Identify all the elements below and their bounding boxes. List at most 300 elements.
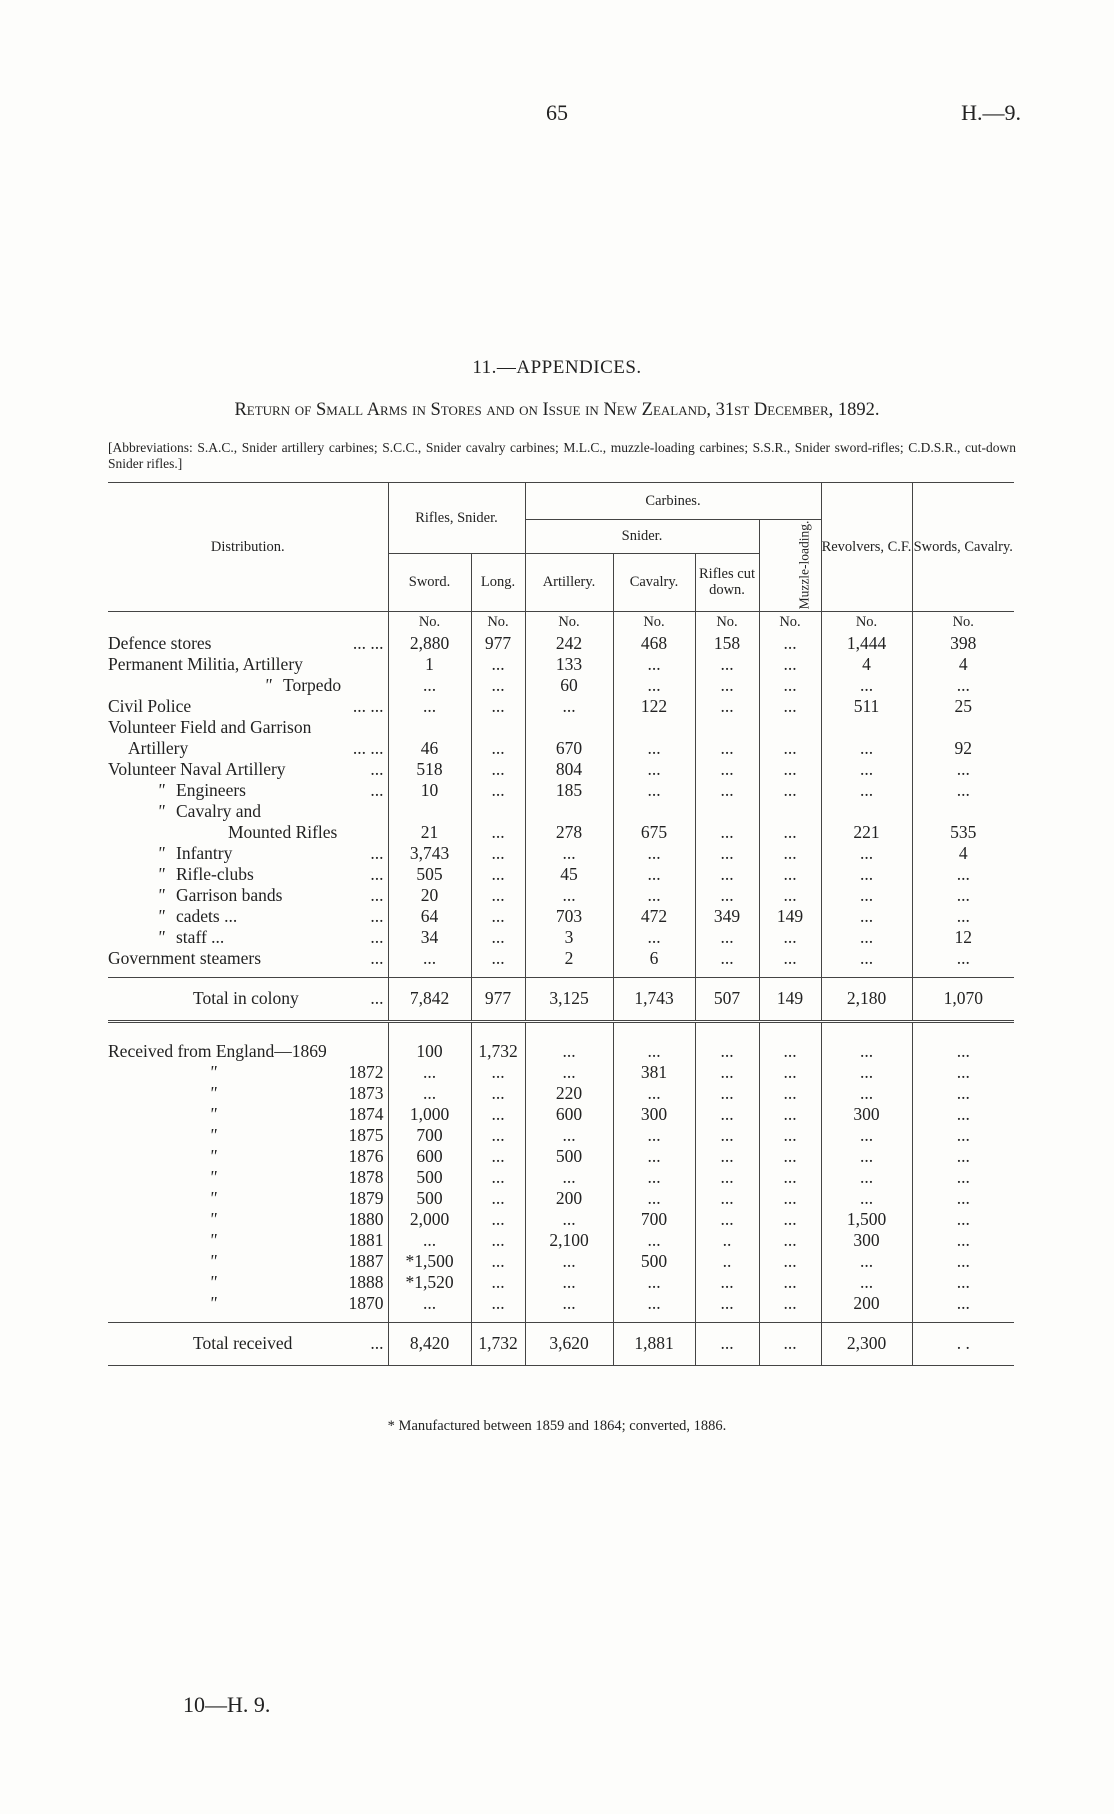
ditto-mark: " xyxy=(157,842,165,863)
table-cell: ... xyxy=(695,759,759,780)
table-cell: ... xyxy=(912,1293,1014,1314)
table-row xyxy=(108,801,1014,822)
row-label-text: cadets ... xyxy=(176,905,238,926)
header-long: Long. xyxy=(471,553,525,611)
row-label-text: Total received xyxy=(193,1333,293,1353)
table-row xyxy=(108,654,1014,675)
table-row xyxy=(108,1041,1014,1062)
table-cell: .. xyxy=(695,1230,759,1251)
table-cell: 60 xyxy=(525,675,613,696)
table-cell: 45 xyxy=(525,864,613,885)
table-cell: 2,880 xyxy=(388,633,471,654)
table-cell: ... xyxy=(471,948,525,969)
table-cell: ... xyxy=(912,1188,1014,1209)
table-cell: ... xyxy=(525,1125,613,1146)
leader-dots: ... ... xyxy=(352,695,384,716)
table-cell: 500 xyxy=(613,1251,695,1272)
table-cell: ... xyxy=(912,675,1014,696)
table-cell: ... xyxy=(821,759,912,780)
unit-label: No. xyxy=(471,612,525,633)
row-label-text: Mounted Rifles xyxy=(228,821,338,842)
table-row xyxy=(108,885,1014,906)
table-cell: ... xyxy=(471,927,525,948)
table-cell: ... xyxy=(912,906,1014,927)
table-cell: 10 xyxy=(388,780,471,801)
table-cell: ... xyxy=(471,759,525,780)
table-cell: 398 xyxy=(912,633,1014,654)
table-cell xyxy=(471,717,525,738)
table-cell: ... xyxy=(695,654,759,675)
table-cell: 21 xyxy=(388,822,471,843)
leader-dots: ... ... xyxy=(352,737,384,758)
table-cell: 700 xyxy=(613,1209,695,1230)
table-cell: ... xyxy=(759,1188,821,1209)
table-cell: ... xyxy=(695,843,759,864)
table-cell: 600 xyxy=(525,1104,613,1125)
unit-label: No. xyxy=(695,612,759,633)
table-cell: ... xyxy=(821,948,912,969)
row-year: 1873 xyxy=(348,1082,384,1103)
table-cell: ... xyxy=(613,885,695,906)
row-label-text: Torpedo xyxy=(283,674,342,695)
table-cell: ... xyxy=(912,1209,1014,1230)
row-label xyxy=(108,1272,388,1293)
table-cell: 518 xyxy=(388,759,471,780)
table-cell: ... xyxy=(759,1083,821,1104)
table-cell: ... xyxy=(525,1209,613,1230)
table-cell: 100 xyxy=(388,1041,471,1062)
row-year: 1880 xyxy=(348,1208,384,1229)
table-cell: ... xyxy=(912,1230,1014,1251)
row-label xyxy=(108,906,388,927)
table-cell xyxy=(613,801,695,822)
table-cell: ... xyxy=(613,780,695,801)
table-cell: 349 xyxy=(695,906,759,927)
table-cell: 220 xyxy=(525,1083,613,1104)
table-cell: 1,070 xyxy=(912,977,1014,1021)
table-cell: 1,732 xyxy=(471,1041,525,1062)
table-row xyxy=(108,948,1014,969)
table-cell: ... xyxy=(613,675,695,696)
ditto-mark: " xyxy=(209,1208,217,1229)
table-cell: 34 xyxy=(388,927,471,948)
table-cell: ... xyxy=(695,696,759,717)
table-cell: 221 xyxy=(821,822,912,843)
table-cell: 804 xyxy=(525,759,613,780)
table-cell: ... xyxy=(388,696,471,717)
table-cell: ... xyxy=(821,738,912,759)
row-label xyxy=(108,717,388,738)
row-label xyxy=(108,1251,388,1272)
table-cell xyxy=(912,717,1014,738)
table-cell: 64 xyxy=(388,906,471,927)
table-row xyxy=(108,1146,1014,1167)
page-number: 65 xyxy=(546,100,568,125)
unit-label: No. xyxy=(525,612,613,633)
table-row xyxy=(108,738,1014,759)
unit-label: No. xyxy=(912,612,1014,633)
table-cell: ... xyxy=(759,780,821,801)
ditto-mark: " xyxy=(209,1145,217,1166)
table-cell: ... xyxy=(471,1083,525,1104)
row-label xyxy=(108,759,388,780)
row-label xyxy=(108,1188,388,1209)
row-label-text: Government steamers xyxy=(108,947,262,968)
table-cell: 600 xyxy=(388,1146,471,1167)
table-cell: ... xyxy=(821,1041,912,1062)
ditto-mark: " xyxy=(209,1271,217,1292)
ditto-mark: " xyxy=(157,800,165,821)
table-cell: ... xyxy=(695,1104,759,1125)
table-cell: ... xyxy=(759,675,821,696)
table-cell: 3,743 xyxy=(388,843,471,864)
table-cell: ... xyxy=(912,1125,1014,1146)
ditto-mark: " xyxy=(209,1124,217,1145)
table-cell: 1,444 xyxy=(821,633,912,654)
table-cell: ... xyxy=(912,1062,1014,1083)
header-carbines: Carbines. xyxy=(525,483,821,519)
table-cell: 1,732 xyxy=(471,1322,525,1365)
table-cell: ... xyxy=(695,1272,759,1293)
table-cell: 500 xyxy=(388,1188,471,1209)
row-label xyxy=(108,738,388,759)
table-cell xyxy=(821,801,912,822)
table-cell: ... xyxy=(525,885,613,906)
table-cell: 278 xyxy=(525,822,613,843)
row-label xyxy=(108,1146,388,1167)
table-cell: 300 xyxy=(821,1230,912,1251)
abbreviations-note: [Abbreviations: S.A.C., Snider artillery carbines; S.C.C., Snider cavalry carbines; M.L.C., muzzle-loading carbines; S.S.R., Snider sword-rifles; C.D.S.R., cut-down Snider rifles.] xyxy=(108,440,1016,471)
row-year: 1875 xyxy=(348,1124,384,1145)
table-cell: ... xyxy=(525,1062,613,1083)
row-label xyxy=(108,1062,388,1083)
table-cell: ... xyxy=(695,1083,759,1104)
table-cell: ... xyxy=(759,822,821,843)
table-cell: ... xyxy=(695,1188,759,1209)
total-in-colony-row xyxy=(108,977,1014,1021)
document-reference: H.—9. xyxy=(961,100,1021,125)
ditto-mark: " xyxy=(209,1166,217,1187)
table-cell: ... xyxy=(613,1083,695,1104)
table-cell: ... xyxy=(471,1293,525,1314)
row-label xyxy=(108,801,388,822)
row-year: 1878 xyxy=(348,1166,384,1187)
table-cell: 46 xyxy=(388,738,471,759)
table-cell xyxy=(759,801,821,822)
table-row xyxy=(108,1209,1014,1230)
table-cell: 300 xyxy=(821,1104,912,1125)
row-label-text: Garrison bands xyxy=(176,884,283,905)
table-cell: ... xyxy=(695,927,759,948)
table-cell: 1,000 xyxy=(388,1104,471,1125)
header-revolvers: Revolvers, C.F. xyxy=(821,483,912,611)
table-cell: ... xyxy=(912,1146,1014,1167)
table-cell: ... xyxy=(613,654,695,675)
table-cell: ... xyxy=(613,1146,695,1167)
header-sword: Sword. xyxy=(388,553,471,611)
row-year: 1881 xyxy=(348,1229,384,1250)
table-row xyxy=(108,675,1014,696)
ditto-mark: " xyxy=(157,926,165,947)
table-cell: ... xyxy=(759,654,821,675)
header-cavalry: Cavalry. xyxy=(613,553,695,611)
table-row xyxy=(108,1062,1014,1083)
table-row xyxy=(108,1251,1014,1272)
table-cell: 3,125 xyxy=(525,977,613,1021)
table-cell: ... xyxy=(525,1041,613,1062)
table-cell: 149 xyxy=(759,977,821,1021)
header-distribution: Distribution. xyxy=(210,538,285,555)
table-cell: 3,620 xyxy=(525,1322,613,1365)
table-cell: ... xyxy=(695,1125,759,1146)
row-label xyxy=(108,864,388,885)
table-cell: ... xyxy=(912,1041,1014,1062)
table-row xyxy=(108,1167,1014,1188)
table-cell xyxy=(525,801,613,822)
table-cell: ... xyxy=(471,780,525,801)
table-cell: ... xyxy=(471,822,525,843)
table-cell: 472 xyxy=(613,906,695,927)
table-cell: ... xyxy=(471,1272,525,1293)
table-cell: ... xyxy=(821,864,912,885)
table-row xyxy=(108,843,1014,864)
leader-dots: ... xyxy=(370,884,384,905)
row-label-text: Engineers xyxy=(176,779,246,800)
table-cell xyxy=(821,717,912,738)
unit-label: No. xyxy=(613,612,695,633)
table-cell xyxy=(613,717,695,738)
table-cell: 6 xyxy=(613,948,695,969)
table-cell: .. xyxy=(695,1251,759,1272)
table-cell: ... xyxy=(388,675,471,696)
table-cell: ... xyxy=(912,759,1014,780)
table-cell: ... xyxy=(471,675,525,696)
table-row xyxy=(108,1293,1014,1314)
table-cell: ... xyxy=(471,864,525,885)
row-label xyxy=(108,927,388,948)
table-cell: ... xyxy=(471,1209,525,1230)
table-cell: ... xyxy=(525,1293,613,1314)
table-cell: 2 xyxy=(525,948,613,969)
table-cell: ... xyxy=(821,843,912,864)
leader-dots: ... ... xyxy=(352,632,384,653)
table-row xyxy=(108,822,1014,843)
table-cell: 675 xyxy=(613,822,695,843)
table-cell: ... xyxy=(821,906,912,927)
table-cell: ... xyxy=(471,1125,525,1146)
table-cell: 122 xyxy=(613,696,695,717)
table-cell: ... xyxy=(695,780,759,801)
row-label xyxy=(108,822,388,843)
leader-dots: ... xyxy=(370,1333,384,1353)
table-cell: ... xyxy=(613,1188,695,1209)
table-cell: 468 xyxy=(613,633,695,654)
table-cell: ... xyxy=(695,738,759,759)
table-cell: 2,000 xyxy=(388,1209,471,1230)
table-cell: 2,180 xyxy=(821,977,912,1021)
table-cell: ... xyxy=(821,1167,912,1188)
leader-dots: ... xyxy=(370,988,384,1008)
table-cell: ... xyxy=(525,1251,613,1272)
table-cell: ... xyxy=(759,633,821,654)
table-row xyxy=(108,696,1014,717)
table-cell: ... xyxy=(695,1041,759,1062)
table-row xyxy=(108,1272,1014,1293)
table-cell: ... xyxy=(759,696,821,717)
table-cell: 1,500 xyxy=(821,1209,912,1230)
table-cell: ... xyxy=(471,1062,525,1083)
table-cell xyxy=(759,717,821,738)
table-cell: 7,842 xyxy=(388,977,471,1021)
table-cell: 2,100 xyxy=(525,1230,613,1251)
leader-dots: ... xyxy=(370,758,384,779)
table-cell: ... xyxy=(759,1322,821,1365)
table-cell: ... xyxy=(695,948,759,969)
table-cell: ... xyxy=(912,1104,1014,1125)
table-cell: ... xyxy=(471,1188,525,1209)
row-label-text: Permanent Militia, Artillery xyxy=(108,653,303,674)
table-row xyxy=(108,1125,1014,1146)
leader-dots: ... xyxy=(370,842,384,863)
header-rifles-cut-down: Rifles cut down. xyxy=(695,553,759,611)
table-cell: ... xyxy=(613,738,695,759)
row-label-text: Rifle-clubs xyxy=(176,863,254,884)
table-cell: ... xyxy=(912,864,1014,885)
header-muzzle-loading: Muzzle-loading. xyxy=(759,519,821,611)
table-cell: 158 xyxy=(695,633,759,654)
table-cell: 511 xyxy=(821,696,912,717)
table-cell: ... xyxy=(613,1167,695,1188)
table-cell: ... xyxy=(695,864,759,885)
table-cell: ... xyxy=(759,1146,821,1167)
table-cell: 2,300 xyxy=(821,1322,912,1365)
table-row xyxy=(108,759,1014,780)
table-cell: ... xyxy=(759,759,821,780)
table-cell: ... xyxy=(912,885,1014,906)
ditto-mark: " xyxy=(157,863,165,884)
row-label-text: Volunteer Field and Garrison xyxy=(108,716,312,737)
table-cell: ... xyxy=(471,696,525,717)
row-label-text: Total in colony xyxy=(193,988,299,1008)
table-cell: . . xyxy=(912,1322,1014,1365)
ditto-mark: " xyxy=(209,1103,217,1124)
row-year: 1872 xyxy=(348,1061,384,1082)
table-cell: 703 xyxy=(525,906,613,927)
row-year: 1874 xyxy=(348,1103,384,1124)
ditto-mark: " xyxy=(209,1292,217,1313)
table-cell: ... xyxy=(695,675,759,696)
table-cell: ... xyxy=(525,696,613,717)
table-cell: ... xyxy=(613,759,695,780)
table-cell: ... xyxy=(759,1209,821,1230)
row-label xyxy=(108,843,388,864)
ditto-mark: " xyxy=(157,905,165,926)
small-arms-table xyxy=(108,482,1014,1366)
table-cell: ... xyxy=(695,1146,759,1167)
row-label xyxy=(108,1041,388,1062)
table-cell: 149 xyxy=(759,906,821,927)
table-cell: ... xyxy=(525,1167,613,1188)
table-cell: ... xyxy=(759,927,821,948)
table-cell: ... xyxy=(613,864,695,885)
table-cell: ... xyxy=(388,1293,471,1314)
table-cell: ... xyxy=(759,1251,821,1272)
table-cell: ... xyxy=(471,1167,525,1188)
table-cell: 500 xyxy=(388,1167,471,1188)
row-label-text: Defence stores xyxy=(108,632,212,653)
row-label xyxy=(108,696,388,717)
header-swords-cavalry: Swords, Cavalry. xyxy=(912,483,1014,611)
table-row xyxy=(108,864,1014,885)
table-cell: ... xyxy=(759,1062,821,1083)
table-cell: ... xyxy=(912,1272,1014,1293)
row-label xyxy=(108,1209,388,1230)
table-cell: ... xyxy=(471,843,525,864)
table-cell: ... xyxy=(759,885,821,906)
table-cell: ... xyxy=(471,1251,525,1272)
table-cell: ... xyxy=(525,1272,613,1293)
table-row xyxy=(108,1083,1014,1104)
table-cell: ... xyxy=(912,780,1014,801)
table-cell: ... xyxy=(821,1188,912,1209)
table-cell: ... xyxy=(759,1041,821,1062)
table-cell: ... xyxy=(695,1209,759,1230)
table-cell: ... xyxy=(471,654,525,675)
table-cell: ... xyxy=(912,1251,1014,1272)
row-label-text: Volunteer Naval Artillery xyxy=(108,758,286,779)
table-cell xyxy=(912,801,1014,822)
table-cell: ... xyxy=(821,927,912,948)
table-cell: ... xyxy=(613,843,695,864)
row-label xyxy=(108,977,388,1021)
table-cell: 133 xyxy=(525,654,613,675)
table-cell: 505 xyxy=(388,864,471,885)
table-cell: ... xyxy=(912,1167,1014,1188)
table-cell: 1,881 xyxy=(613,1322,695,1365)
ditto-mark: " xyxy=(157,884,165,905)
table-cell: 4 xyxy=(821,654,912,675)
table-cell: 700 xyxy=(388,1125,471,1146)
table-cell: ... xyxy=(471,738,525,759)
row-label-text: Cavalry and xyxy=(176,800,262,821)
table-cell: ... xyxy=(759,843,821,864)
table-cell: 977 xyxy=(471,633,525,654)
table-cell: 1 xyxy=(388,654,471,675)
table-cell: 507 xyxy=(695,977,759,1021)
table-cell: 200 xyxy=(525,1188,613,1209)
table-cell: ... xyxy=(759,1125,821,1146)
table-cell: ... xyxy=(821,780,912,801)
table-cell: ... xyxy=(821,1251,912,1272)
leader-dots: ... xyxy=(370,905,384,926)
table-cell: ... xyxy=(695,885,759,906)
row-year: 1887 xyxy=(348,1250,384,1271)
table-cell: 25 xyxy=(912,696,1014,717)
ditto-mark: " xyxy=(264,674,272,695)
row-label xyxy=(108,885,388,906)
table-cell xyxy=(695,717,759,738)
table-cell: ... xyxy=(821,1062,912,1083)
table-cell: ... xyxy=(695,1293,759,1314)
table-cell: ... xyxy=(613,1125,695,1146)
table-cell: ... xyxy=(471,1230,525,1251)
leader-dots: ... xyxy=(370,947,384,968)
table-cell: ... xyxy=(471,1146,525,1167)
row-label xyxy=(108,633,388,654)
table-cell: ... xyxy=(525,843,613,864)
table-cell: ... xyxy=(821,1272,912,1293)
table-cell xyxy=(525,717,613,738)
